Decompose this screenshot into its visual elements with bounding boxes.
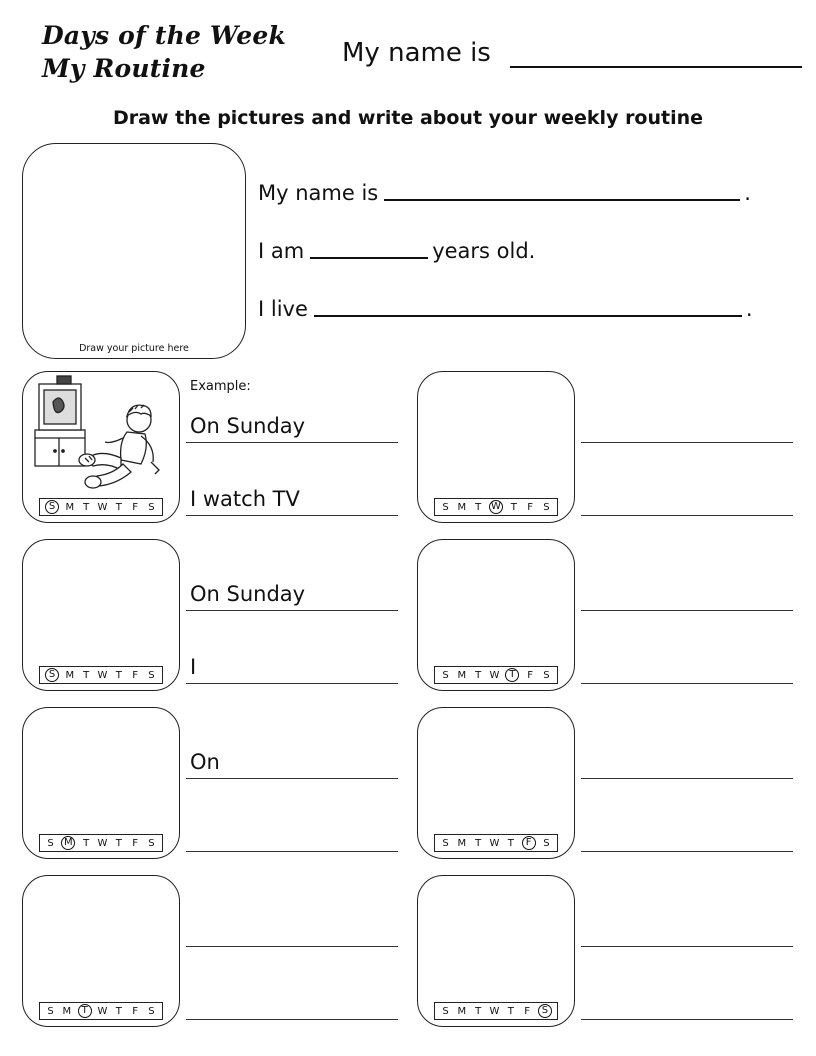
day-letter: W	[489, 837, 500, 849]
day-letter: F	[132, 501, 139, 513]
day-letter: T	[507, 1005, 514, 1017]
day-letter: T	[83, 501, 90, 513]
writing-line[interactable]	[581, 515, 793, 516]
writing-text: On Sunday	[190, 582, 306, 606]
day-letter: W	[97, 837, 108, 849]
writing-line[interactable]	[186, 683, 398, 684]
picture-box-right-3[interactable]	[417, 707, 575, 859]
day-selector	[39, 666, 163, 684]
circled-day: W	[489, 500, 503, 514]
writing-text: On	[190, 750, 220, 774]
day-letter: S	[442, 669, 449, 681]
day-letter: T	[115, 669, 122, 681]
day-letter: T	[475, 837, 482, 849]
boy-watching-tv-icon	[31, 372, 173, 500]
day-letter: S	[543, 501, 550, 513]
example-label: Example:	[190, 379, 251, 394]
self-portrait-box[interactable]	[22, 143, 246, 359]
picture-box-right-1[interactable]	[417, 371, 575, 523]
intro-live-line	[258, 297, 753, 321]
day-letter: M	[62, 1005, 72, 1017]
writing-line[interactable]	[186, 610, 398, 611]
picture-caption: Draw your picture here	[79, 343, 189, 354]
day-selector	[434, 498, 558, 516]
intro-name-line	[258, 181, 751, 205]
day-letter: S	[442, 837, 449, 849]
picture-box-left-1[interactable]	[22, 371, 180, 523]
day-letter: S	[47, 1005, 54, 1017]
header-name-blank[interactable]	[510, 66, 802, 68]
writing-text: On Sunday	[190, 414, 306, 438]
instructions: Draw the pictures and write about your weekly routine	[112, 107, 704, 129]
writing-text: I watch TV	[190, 487, 300, 511]
day-letter: F	[132, 669, 139, 681]
day-selector	[434, 666, 558, 684]
worksheet-subtitle: My Routine	[42, 54, 206, 83]
writing-line[interactable]	[581, 683, 793, 684]
day-letter: T	[510, 501, 517, 513]
day-letter: F	[524, 1005, 531, 1017]
circled-day: T	[505, 668, 519, 682]
day-letter: S	[47, 837, 54, 849]
day-letter: T	[115, 1005, 122, 1017]
intro-live-label: I live	[258, 297, 308, 321]
circled-day: S	[538, 1004, 552, 1018]
day-selector	[434, 1002, 558, 1020]
picture-box-left-2[interactable]	[22, 539, 180, 691]
intro-name-label: My name is	[258, 181, 379, 205]
picture-box-left-4[interactable]	[22, 875, 180, 1027]
day-letter: S	[148, 1005, 155, 1017]
day-letter: T	[115, 501, 122, 513]
day-letter: S	[148, 837, 155, 849]
intro-live-blank[interactable]	[314, 315, 742, 317]
writing-line[interactable]	[186, 851, 398, 852]
worksheet-title: Days of the Week	[42, 21, 287, 50]
writing-line[interactable]	[581, 946, 793, 947]
day-letter: W	[97, 669, 108, 681]
day-letter: S	[148, 669, 155, 681]
writing-text: I	[190, 655, 197, 679]
day-letter: F	[132, 1005, 139, 1017]
day-letter: T	[507, 837, 514, 849]
day-letter: F	[132, 837, 139, 849]
circled-day: T	[78, 1004, 92, 1018]
day-letter: M	[65, 669, 75, 681]
intro-age-blank[interactable]	[310, 257, 428, 259]
picture-box-left-3[interactable]	[22, 707, 180, 859]
day-letter: S	[543, 837, 550, 849]
circled-day: F	[522, 836, 536, 850]
writing-line[interactable]	[581, 442, 793, 443]
day-letter: W	[97, 1005, 108, 1017]
circled-day: S	[45, 500, 59, 514]
intro-live-period: .	[745, 297, 753, 321]
day-selector	[39, 834, 163, 852]
header-name-label: My name is	[342, 38, 491, 68]
writing-line[interactable]	[186, 946, 398, 947]
writing-line[interactable]	[581, 778, 793, 779]
day-letter: M	[457, 1005, 467, 1017]
intro-age-suffix: years old.	[432, 239, 536, 263]
writing-line[interactable]	[186, 778, 398, 779]
writing-line[interactable]	[581, 1019, 793, 1020]
intro-name-period: .	[744, 181, 751, 205]
day-letter: M	[457, 669, 467, 681]
day-letter: T	[83, 669, 90, 681]
day-letter: M	[457, 837, 467, 849]
writing-line[interactable]	[186, 442, 398, 443]
day-letter: S	[148, 501, 155, 513]
intro-age-line	[258, 239, 535, 263]
picture-box-right-4[interactable]	[417, 875, 575, 1027]
day-letter: S	[442, 1005, 449, 1017]
intro-name-blank[interactable]	[384, 199, 740, 201]
day-letter: F	[527, 669, 534, 681]
day-letter: T	[475, 501, 482, 513]
writing-line[interactable]	[186, 1019, 398, 1020]
day-letter: T	[475, 669, 482, 681]
day-selector	[434, 834, 558, 852]
day-letter: M	[65, 501, 75, 513]
day-letter: S	[543, 669, 550, 681]
writing-line[interactable]	[186, 515, 398, 516]
circled-day: M	[61, 836, 75, 850]
day-letter: W	[97, 501, 108, 513]
day-selector	[39, 1002, 163, 1020]
day-letter: W	[489, 669, 500, 681]
circled-day: S	[45, 668, 59, 682]
day-letter: T	[115, 837, 122, 849]
day-letter: F	[527, 501, 534, 513]
day-letter: T	[475, 1005, 482, 1017]
intro-age-label: I am	[258, 239, 305, 263]
day-selector	[39, 498, 163, 516]
picture-box-right-2[interactable]	[417, 539, 575, 691]
day-letter: W	[489, 1005, 500, 1017]
writing-line[interactable]	[581, 610, 793, 611]
day-letter: M	[457, 501, 467, 513]
day-letter: T	[83, 837, 90, 849]
writing-line[interactable]	[581, 851, 793, 852]
day-letter: S	[442, 501, 449, 513]
